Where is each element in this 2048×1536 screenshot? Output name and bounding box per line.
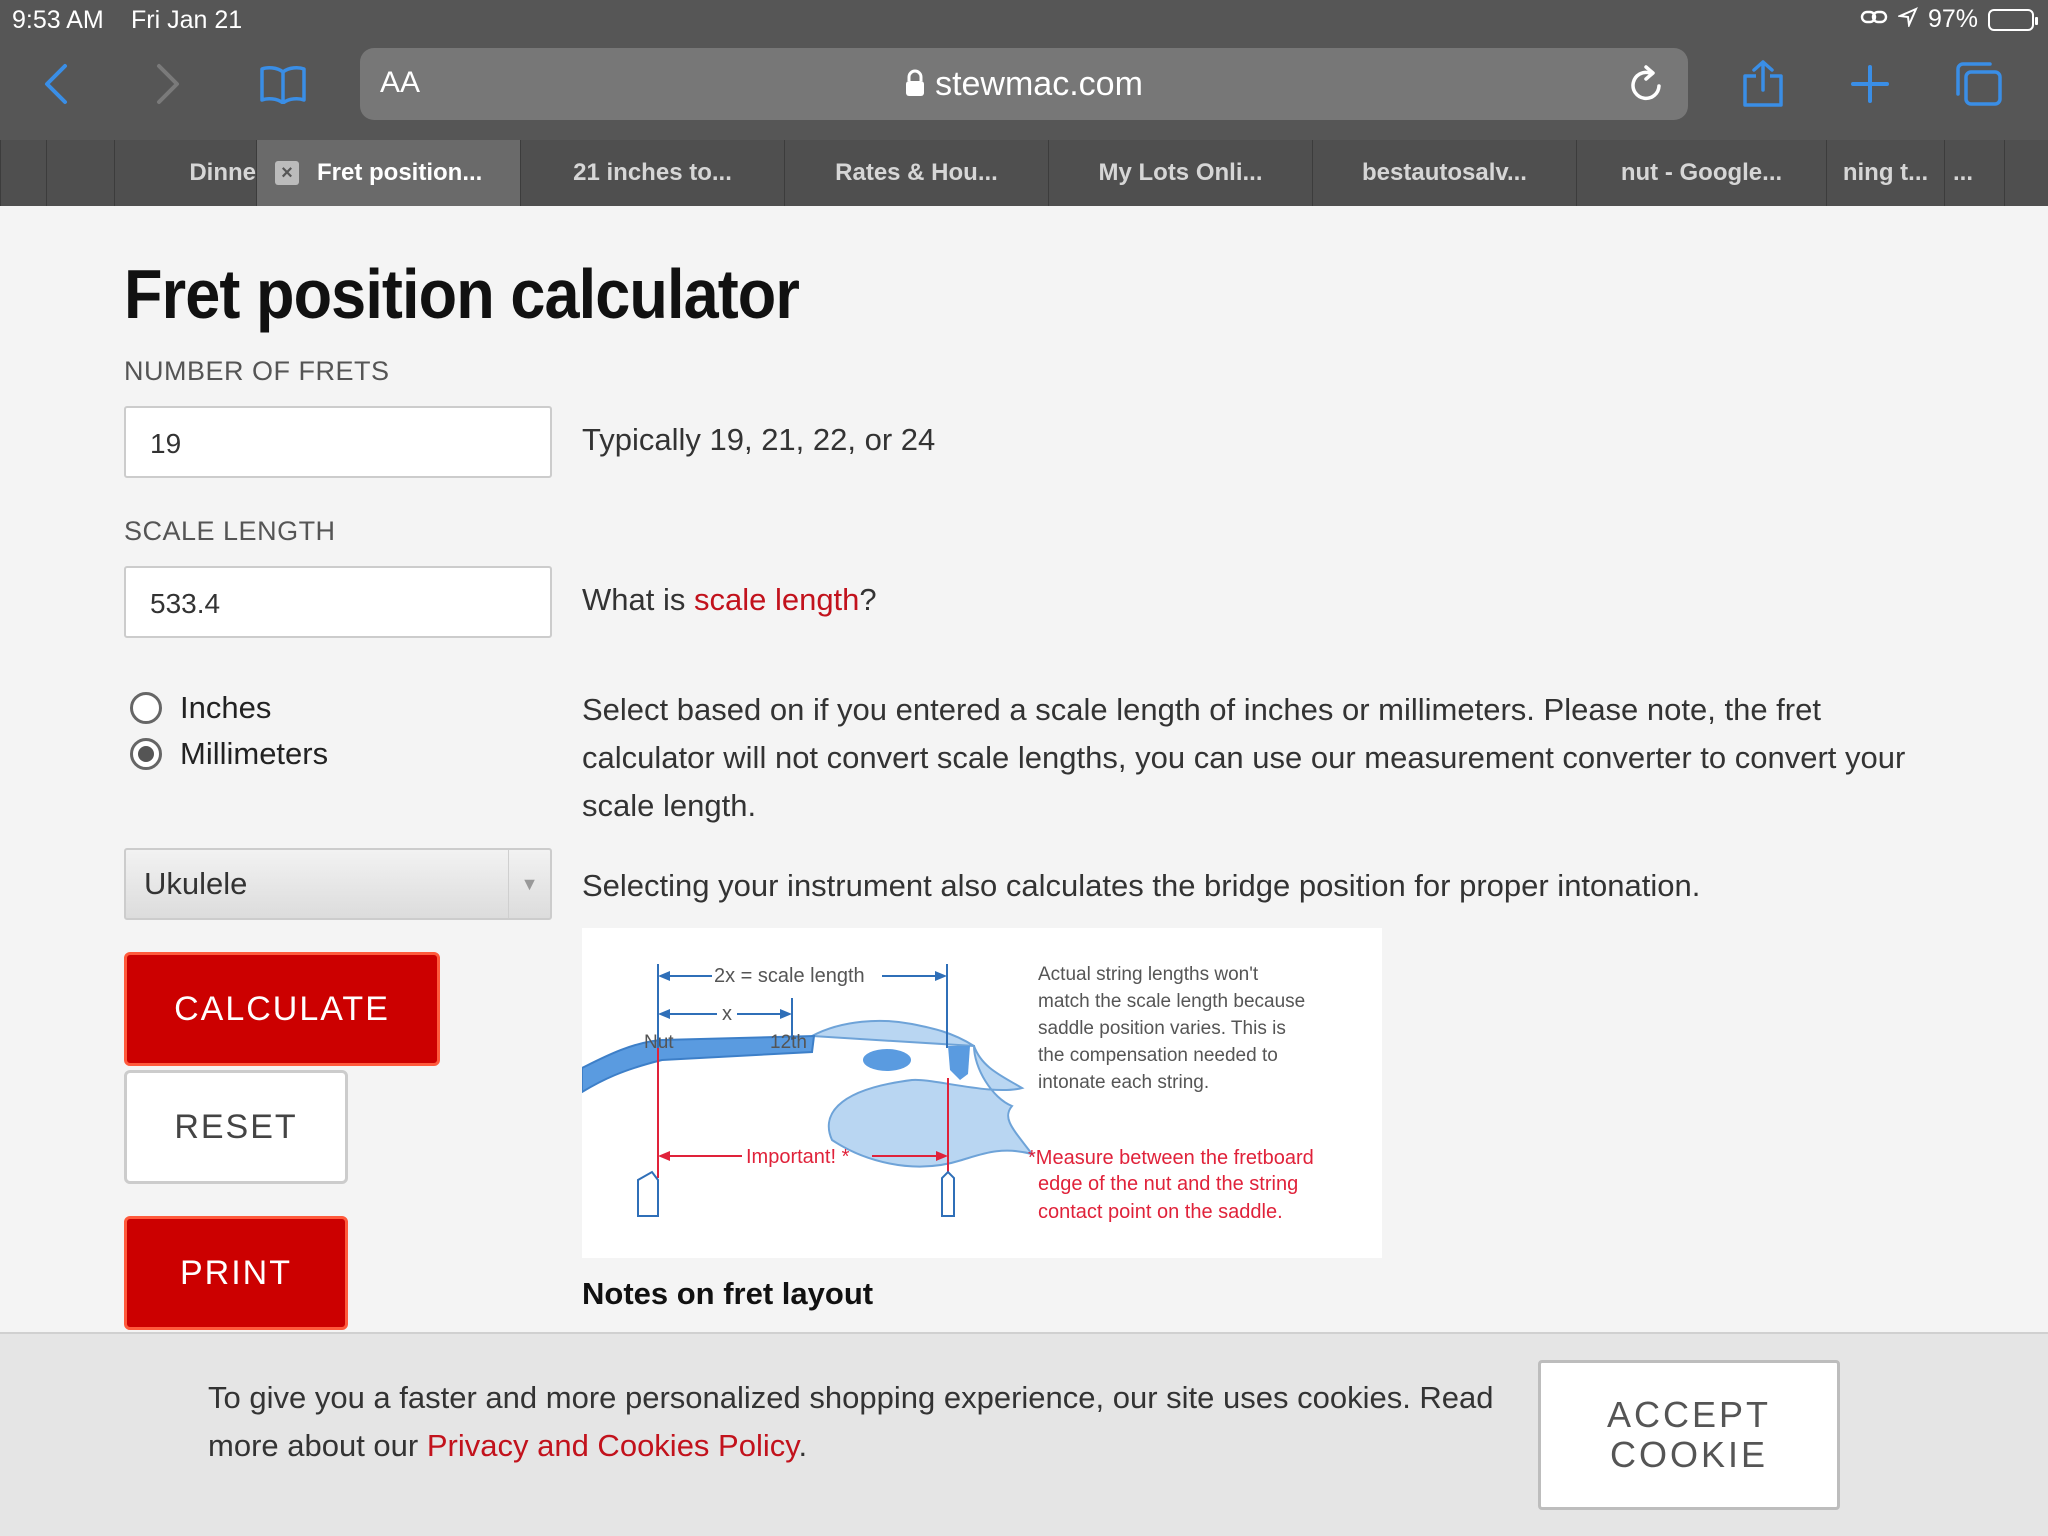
- radio-label: Inches: [180, 690, 272, 725]
- browser-chrome: [0, 0, 2048, 206]
- tab-label: My Lots Onli...: [1098, 159, 1263, 186]
- tab-bar: [0, 140, 2048, 206]
- close-tab-icon[interactable]: ×: [275, 161, 299, 185]
- diagram-nut-label: Nut: [644, 1032, 674, 1053]
- diagram-measure-note: [1028, 1147, 1314, 1223]
- share-icon[interactable]: [1740, 46, 1786, 122]
- instrument-hint: Selecting your instrument also calculates the bridge position for proper intonation.: [582, 868, 1701, 903]
- dropdown-arrow-icon: ▼: [508, 850, 550, 918]
- tab-fret-position[interactable]: [256, 140, 520, 206]
- frets-label: NUMBER OF FRETS: [124, 356, 390, 386]
- tab-label: Dinne: [189, 159, 256, 186]
- battery-percent: 97%: [1927, 5, 1978, 33]
- tab-21-inches[interactable]: [520, 140, 784, 206]
- tab-partial[interactable]: [1826, 140, 1944, 206]
- reload-icon[interactable]: [1628, 64, 1666, 109]
- nut-saddle-markers: [638, 1172, 954, 1216]
- scale-length-input[interactable]: 533.4: [124, 566, 552, 638]
- cookie-message: [208, 1374, 1508, 1470]
- tab-more[interactable]: [1944, 140, 2004, 206]
- text-size-button[interactable]: AA: [380, 66, 421, 99]
- hint-text: What is: [582, 582, 694, 617]
- tab-label: Rates & Hou...: [835, 159, 998, 186]
- forward-icon[interactable]: [148, 46, 188, 122]
- bookmarks-icon[interactable]: [258, 46, 308, 122]
- tab-blank[interactable]: [2004, 140, 2048, 206]
- tab-rates-hours[interactable]: [784, 140, 1048, 206]
- accept-cookie-button[interactable]: [1538, 1360, 1840, 1510]
- tabs-overview-icon[interactable]: [1954, 46, 2004, 122]
- privacy-policy-link[interactable]: Privacy and Cookies Policy: [426, 1428, 799, 1463]
- tab-dinner[interactable]: [114, 140, 256, 206]
- tab-nut-google[interactable]: [1576, 140, 1826, 206]
- diagram-important-label: Important! *: [746, 1146, 850, 1168]
- scale-length-diagram: [582, 928, 1382, 1258]
- cookie-text: To give you a faster and more personalized shopping experience, our site uses cookies. Read more about our: [208, 1380, 1494, 1463]
- measure-line: *Measure between the fretboard: [1028, 1147, 1314, 1169]
- tab-label: ning t...: [1842, 159, 1929, 186]
- tab-label: nut - Google...: [1620, 159, 1783, 186]
- instrument-value: Ukulele: [144, 866, 248, 901]
- scale-length-label: SCALE LENGTH: [124, 516, 336, 546]
- sound-hole: [863, 1049, 911, 1071]
- tab-blank[interactable]: [46, 140, 114, 206]
- note-line: match the scale length because: [1038, 991, 1306, 1012]
- frets-hint: Typically 19, 21, 22, or 24: [582, 422, 936, 457]
- cookie-banner: [0, 1332, 2048, 1536]
- radio-unchecked-icon: [130, 692, 162, 724]
- back-icon[interactable]: [36, 46, 76, 122]
- reset-button[interactable]: RESET: [124, 1070, 348, 1184]
- tab-bestautosalv[interactable]: [1312, 140, 1576, 206]
- calculate-button[interactable]: CALCULATE: [124, 952, 440, 1066]
- instrument-select[interactable]: [124, 848, 552, 920]
- new-tab-icon[interactable]: [1850, 46, 1890, 122]
- location-icon: [1898, 5, 1918, 34]
- diagram-note: [1038, 964, 1305, 1093]
- cookie-text: .: [798, 1428, 808, 1463]
- address-bar[interactable]: [360, 48, 1688, 120]
- diagram-x-label: x: [722, 1003, 732, 1025]
- measure-line: edge of the nut and the string: [1038, 1173, 1299, 1195]
- tab-label: 21 inches to...: [573, 159, 732, 186]
- accept-line: COOKIE: [1609, 1434, 1769, 1475]
- note-line: the compensation needed to: [1038, 1045, 1278, 1066]
- note-line: Actual string lengths won't: [1038, 964, 1259, 985]
- note-line: intonate each string.: [1038, 1072, 1210, 1093]
- url-host[interactable]: [360, 65, 1688, 106]
- status-time: 9:53 AM: [12, 6, 104, 34]
- frets-input[interactable]: 19: [124, 406, 552, 478]
- status-right: [1860, 5, 2034, 34]
- lock-icon: [905, 67, 925, 106]
- tab-label: bestautosalv...: [1362, 159, 1527, 186]
- unit-inches-radio[interactable]: [130, 690, 271, 726]
- hint-text: ?: [859, 582, 877, 617]
- scale-length-hint: [582, 576, 877, 624]
- guitar-body: [812, 1021, 1032, 1167]
- url-host-text: stewmac.com: [935, 65, 1143, 103]
- guitar-diagram: [582, 928, 1382, 1258]
- status-date: Fri Jan 21: [131, 6, 243, 34]
- bridge: [948, 1046, 970, 1080]
- accept-line: ACCEPT: [1606, 1394, 1772, 1435]
- radio-label: Millimeters: [180, 736, 329, 771]
- radio-checked-icon: [130, 738, 162, 770]
- print-button[interactable]: PRINT: [124, 1216, 348, 1330]
- unit-hint: Select based on if you entered a scale length of inches or millimeters. Please note, the fret calculator will not convert scale lengths, you can use our measurement converter to convert your scale length.: [582, 692, 1906, 823]
- notes-heading: Notes on fret layout: [582, 1276, 874, 1311]
- scale-length-link[interactable]: scale length: [693, 582, 860, 617]
- note-line: saddle position varies. This is: [1038, 1018, 1286, 1039]
- link-icon: [1860, 5, 1888, 34]
- tab-label: ...: [1953, 159, 1974, 186]
- tab-my-lots[interactable]: [1048, 140, 1312, 206]
- diagram-scale-label: 2x = scale length: [714, 965, 865, 987]
- diagram-12th-label: 12th: [770, 1032, 807, 1053]
- battery-icon: [1988, 9, 2034, 31]
- page-title: Fret position calculator: [124, 255, 799, 333]
- status-bar: [0, 0, 2048, 40]
- unit-mm-radio[interactable]: [130, 736, 328, 772]
- tab-blank[interactable]: [0, 140, 46, 206]
- tab-label: Fret position...: [317, 159, 483, 186]
- browser-toolbar: [0, 46, 2048, 122]
- measure-line: contact point on the saddle.: [1038, 1201, 1283, 1223]
